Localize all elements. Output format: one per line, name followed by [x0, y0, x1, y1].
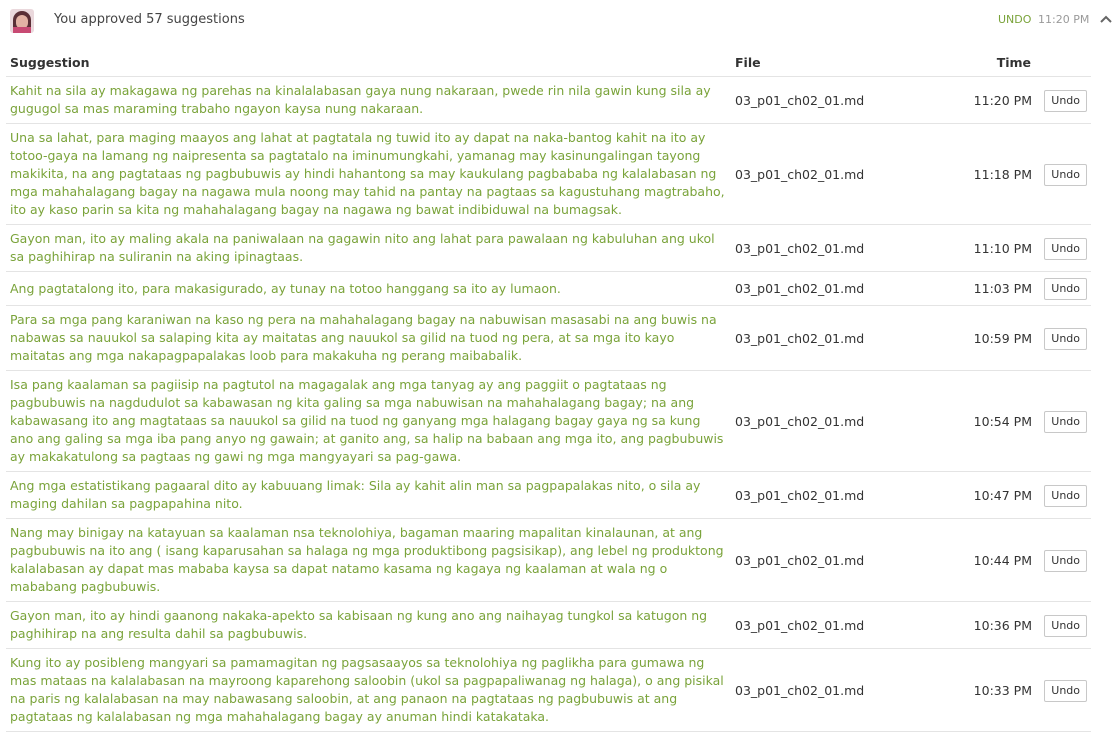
suggestion-time: 10:54 PM: [931, 371, 1036, 472]
approval-time: 11:20 PM: [1038, 13, 1090, 26]
file-name: 03_p01_ch02_01.md: [731, 649, 931, 732]
suggestion-text: Una sa lahat, para maging maayos ang lahat at pagtatala ng tuwid ito ay dapat na naka-bantog kahit na ito ay totoo-gaya na lamang ng naipresenta sa pagtatalo na iminumungkahi, yamanag may kasinungalingan tayong makikita, na ang pagtataas ng pagbubuwis ay hindi hahantong sa may kaukulang pagbababa ng kalalabasan ng mga mahahalagang bagay na nagawa mula noong may tahid na pantay na pagtaas sa kagustuhang magtrabaho, ito ay kaso parin sa kita ng mahahalagang bagay na nagawa ng bawat indibiduwal na bumagsak.: [6, 124, 731, 225]
undo-button[interactable]: Undo: [1044, 278, 1087, 300]
undo-button[interactable]: Undo: [1044, 615, 1087, 637]
suggestion-text: Ang mga estatistikang pagaaral dito ay kabuuang limak: Sila ay kahit alin man sa pagpapalakas nito, o sila ay maging dahilan sa pagpapahina nito.: [6, 472, 731, 519]
table-row: [6, 472, 1091, 519]
table-row: [6, 272, 1091, 306]
undo-button[interactable]: Undo: [1044, 238, 1087, 260]
suggestion-text: Gayon man, ito ay maling akala na paniwalaan na gagawin nito ang lahat para pawalaan ng kabuluhan ang ukol sa paghihirap na suliranin na aking ipinagtaas.: [6, 225, 731, 272]
file-name: 03_p01_ch02_01.md: [731, 124, 931, 225]
file-name: 03_p01_ch02_01.md: [731, 306, 931, 371]
avatar-shirt: [13, 27, 31, 33]
table-row: [6, 306, 1091, 371]
undo-button[interactable]: Undo: [1044, 328, 1087, 350]
table-row: [6, 371, 1091, 472]
column-header-time: Time: [931, 48, 1091, 77]
suggestion-time: 10:59 PM: [931, 306, 1036, 371]
column-header-file: File: [731, 48, 931, 77]
suggestion-text: Ang pagtatalong ito, para makasigurado, ay tunay na totoo hanggang sa ito ay lumaon.: [6, 272, 731, 306]
suggestion-time: 10:47 PM: [931, 472, 1036, 519]
undo-button[interactable]: Undo: [1044, 485, 1087, 507]
table-row: [6, 602, 1091, 649]
suggestion-text: Kahit na sila ay makagawa ng parehas na kinalalabasan gaya nung nakaraan, pwede rin nila gawin kung sila ay gugugol sa mas maraming trabaho ngayon kaysa nung nakaraan.: [6, 77, 731, 124]
undo-button[interactable]: Undo: [1044, 90, 1087, 112]
suggestion-time: 10:36 PM: [931, 602, 1036, 649]
activity-header: [0, 0, 1116, 42]
suggestion-text: Para sa mga pang karaniwan na kaso ng pera na mahahalagang bagay na nabuwisan masasabi na ang buwis na nabawas sa nauukol sa salaping kita ay maitatas ang nauukol sa gilid na tuod ng pera, at sa mga ito kayo maitatas ang mga nakapagpapalakas loob para makakuha ng perang maibabalik.: [6, 306, 731, 371]
file-name: 03_p01_ch02_01.md: [731, 272, 931, 306]
table-row: [6, 649, 1091, 732]
file-name: 03_p01_ch02_01.md: [731, 371, 931, 472]
suggestion-text: Gayon man, ito ay hindi gaanong nakaka-apekto sa kabisaan ng kung ano ang naihayag tungkol sa katugon ng paghihirap na ang resulta dahil sa pagbubuwis.: [6, 602, 731, 649]
table-row: [6, 225, 1091, 272]
file-name: 03_p01_ch02_01.md: [731, 225, 931, 272]
suggestion-text: Kung ito ay posibleng mangyari sa pamamagitan ng pagsasaayos sa teknolohiya ng paglikha para gumawa ng mas mataas na kalalabasan na mayroong kaparehong saloobin (ukol sa pagpapaliwanag ng halaga), o ang pisikal na paris ng kalalabasan na may nabawasang saloobin, at ang panaon na pagtataas ng pagbubuwis at ang pagtataas ng kalalabasan ng mga mahahalagang bagay ay anuman hindi katakataka.: [6, 649, 731, 732]
undo-button[interactable]: Undo: [1044, 411, 1087, 433]
chevron-up-icon[interactable]: [1099, 13, 1113, 25]
file-name: 03_p01_ch02_01.md: [731, 519, 931, 602]
suggestion-time: 10:44 PM: [931, 519, 1036, 602]
suggestion-text: Isa pang kaalaman sa pagiisip na pagtutol na magagalak ang mga tanyag ay ang paggiit o pagtataas ng pagbubuwis na nagdudulot sa kabawasan ng kita galing sa mga nabuwisan na mahahalagang bagay; na ang kabawasang ito ang magtataas sa nauukol sa gilid na tuod ng ganyang mga halagang bagay gaya ng sa kung ano ang galing sa mga iba pang anyo ng gawain; at ganito ang, sa halip na babaan ang mga ito, ang pagbubuwis ay makakatulong sa pagtaas ng gawi ng mga mangyayari sa pag-gawa.: [6, 371, 731, 472]
suggestion-time: 11:10 PM: [931, 225, 1036, 272]
undo-button[interactable]: Undo: [1044, 680, 1087, 702]
file-name: 03_p01_ch02_01.md: [731, 472, 931, 519]
suggestions-table: [6, 48, 1091, 732]
user-avatar: [10, 9, 34, 33]
table-header-row: [6, 48, 1091, 77]
suggestion-time: 11:18 PM: [931, 124, 1036, 225]
undo-all-link[interactable]: UNDO: [998, 13, 1032, 26]
table-row: [6, 77, 1091, 124]
table-row: [6, 519, 1091, 602]
column-header-suggestion: Suggestion: [6, 48, 731, 77]
suggestion-time: 11:03 PM: [931, 272, 1036, 306]
suggestion-time: 11:20 PM: [931, 77, 1036, 124]
undo-button[interactable]: Undo: [1044, 550, 1087, 572]
table-row: [6, 124, 1091, 225]
file-name: 03_p01_ch02_01.md: [731, 602, 931, 649]
undo-button[interactable]: Undo: [1044, 164, 1087, 186]
suggestion-text: Nang may binigay na katayuan sa kaalaman nsa teknolohiya, bagaman maaring mapalitan kinalaunan, at ang pagbubuwis na ito ang ( isang kaparusahan sa halaga ng mga produktibong pagsisikap), ang lebel ng produktong kalalabasan ay dapat mas mababa kaysa sa dapat natamo kasama ng kagaya ng kaalaman at wala ng o mababang pagbubuwis.: [6, 519, 731, 602]
suggestion-time: 10:33 PM: [931, 649, 1036, 732]
file-name: 03_p01_ch02_01.md: [731, 77, 931, 124]
approval-message: You approved 57 suggestions: [54, 12, 245, 27]
